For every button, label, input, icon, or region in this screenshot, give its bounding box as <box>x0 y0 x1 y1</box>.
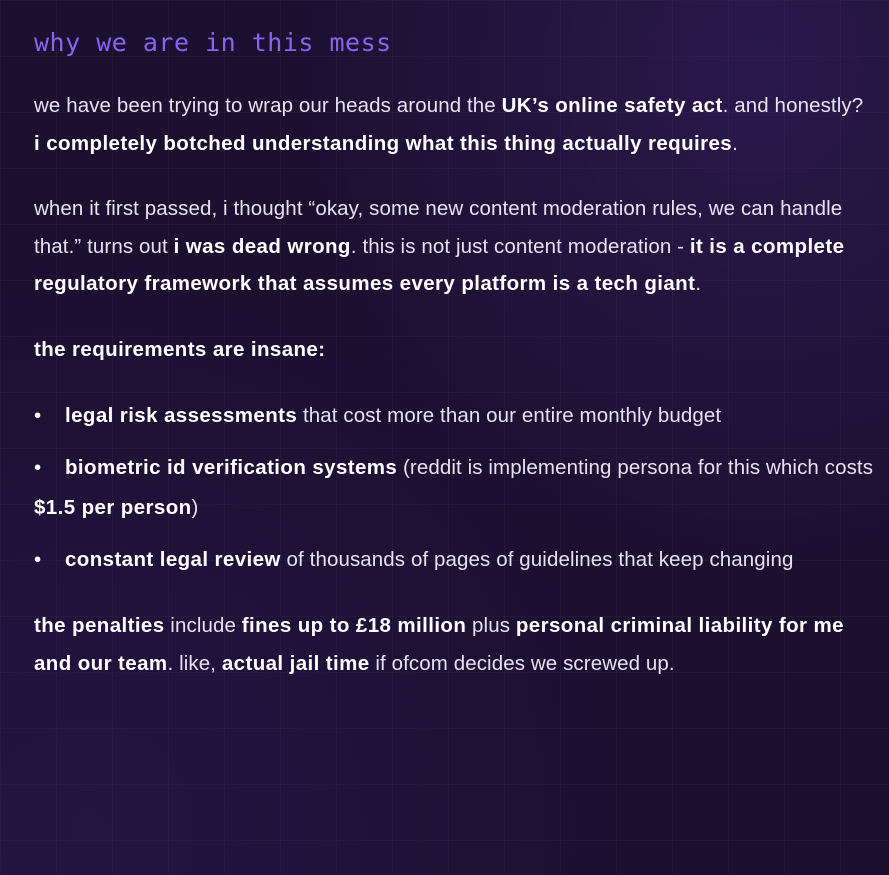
bullet-icon: • <box>34 404 42 427</box>
bold-text: biometric id verification systems <box>65 456 398 479</box>
text: plus <box>466 614 516 637</box>
paragraph-intro <box>34 87 874 162</box>
text: ) <box>191 496 199 519</box>
paragraph-context <box>34 190 874 303</box>
bold-text: $1.5 per person <box>34 496 192 519</box>
bold-text: actual jail time <box>221 651 370 675</box>
text: when it first passed, i thought “okay, some new content moderation rules, we can handle that.” turns out <box>34 197 843 258</box>
bold-text: i completely botched understanding what this thing actually requires <box>34 131 733 155</box>
list-item <box>34 396 874 436</box>
bold-text: the penalties <box>34 614 165 637</box>
article <box>34 26 874 710</box>
bold-text: fines up to £18 million <box>241 614 467 637</box>
bullet-icon: • <box>34 548 42 571</box>
bold-text: i was dead wrong <box>173 234 351 258</box>
list-item <box>34 448 874 528</box>
text: if ofcom decides we screwed up. <box>369 651 675 675</box>
text: . <box>695 272 702 295</box>
text: we have been trying to wrap our heads around the <box>34 94 502 117</box>
text: that cost more than our entire monthly budget <box>297 404 722 427</box>
text: . <box>732 131 738 155</box>
text: . like, <box>167 651 222 675</box>
text: (reddit is implementing persona for this which costs <box>397 456 874 479</box>
requirements-list <box>34 396 874 580</box>
text: include <box>164 614 242 637</box>
bold-text: UK’s online safety act <box>501 94 723 117</box>
bold-text: constant legal review <box>65 548 281 571</box>
paragraph-penalties <box>34 607 874 682</box>
bullet-icon: • <box>34 456 42 479</box>
bold-text: the requirements are insane: <box>34 337 326 361</box>
bold-text: it is a complete regulatory framework that assumes every platform is a tech giant <box>34 234 845 295</box>
bold-text: legal risk assessments <box>65 404 298 427</box>
text: of thousands of pages of guidelines that keep changing <box>280 548 794 571</box>
text: . and honestly? <box>722 94 864 117</box>
list-item <box>34 540 874 580</box>
text: . this is not just content moderation - <box>350 234 690 258</box>
bold-text: personal criminal liability for me and our team <box>34 614 844 675</box>
section-heading: why we are in this mess <box>34 28 392 57</box>
paragraph-requirements-intro <box>34 331 874 369</box>
